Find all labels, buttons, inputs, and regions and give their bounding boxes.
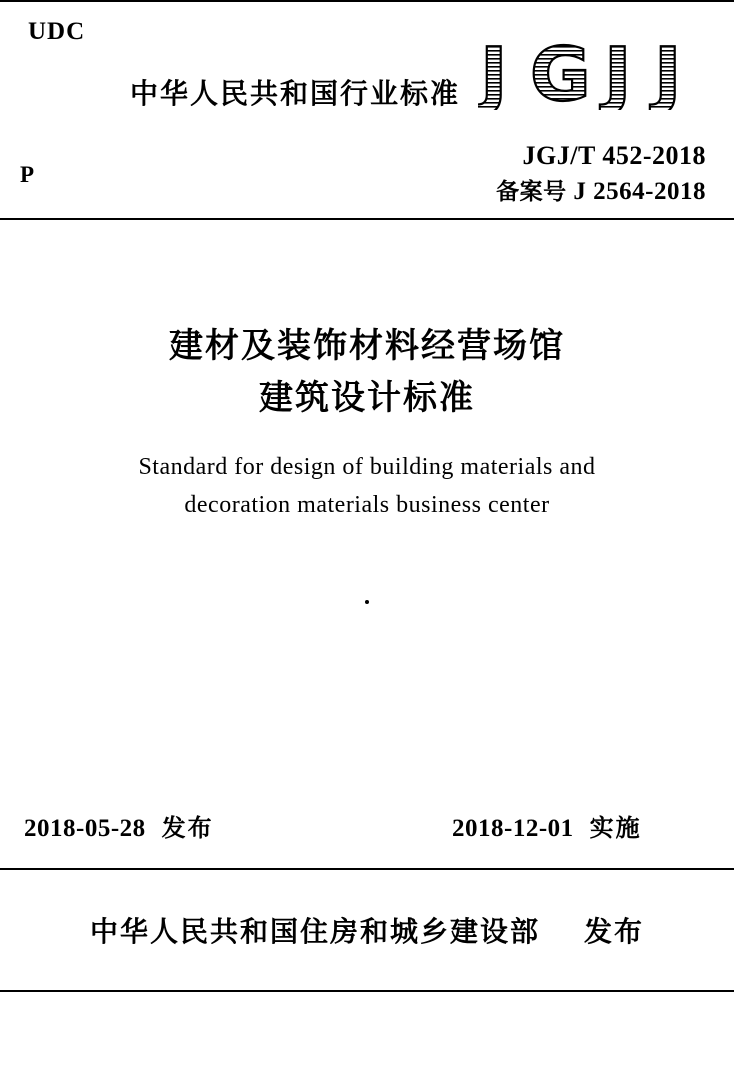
issuer-organization: 中华人民共和国住房和城乡建设部 <box>89 915 540 948</box>
classification-p-label: P <box>20 162 35 187</box>
document-title-cn-line2: 建筑设计标准 <box>259 378 475 418</box>
document-title-en-line2: decoration materials business center <box>184 492 550 518</box>
effective-date-value: 2018-12-01 <box>452 815 574 842</box>
document-title-en-line1: Standard for design of building materials and <box>138 454 596 480</box>
document-title-cn-line1: 建材及装饰材料经营场馆 <box>169 326 565 366</box>
document-title-cn <box>0 320 734 424</box>
jgj-logo-icon <box>478 38 708 110</box>
svg-text:J: J <box>480 38 506 110</box>
issuing-standard-series-label: 中华人民共和国行业标准 <box>130 77 461 110</box>
svg-text:G: G <box>530 38 589 110</box>
effective-date-label: 实施 <box>589 814 642 842</box>
udc-label: UDC <box>28 18 86 45</box>
cover-dates-row <box>0 808 734 870</box>
record-number-label: 备案号 <box>496 179 567 205</box>
cover-header <box>0 0 734 220</box>
issue-date-group <box>24 808 214 843</box>
svg-text:J: J <box>654 38 680 110</box>
issuer-action-label: 发布 <box>584 915 645 948</box>
record-number-value: J 2564-2018 <box>573 178 706 205</box>
cover-title-area <box>0 220 734 808</box>
issuer-line <box>0 910 734 950</box>
issue-date-value: 2018-05-28 <box>24 815 146 842</box>
issue-date-label: 发布 <box>161 814 214 842</box>
record-number-row <box>496 174 706 210</box>
effective-date-group <box>452 808 642 843</box>
svg-text:J: J <box>604 38 630 110</box>
page-bottom-spacer <box>0 992 734 1078</box>
cover-issuer-row <box>0 870 734 992</box>
standard-code-block <box>496 138 706 210</box>
standard-number: JGJ/T 452-2018 <box>522 141 706 170</box>
document-title-en <box>0 448 734 524</box>
center-dot-mark <box>365 600 369 604</box>
